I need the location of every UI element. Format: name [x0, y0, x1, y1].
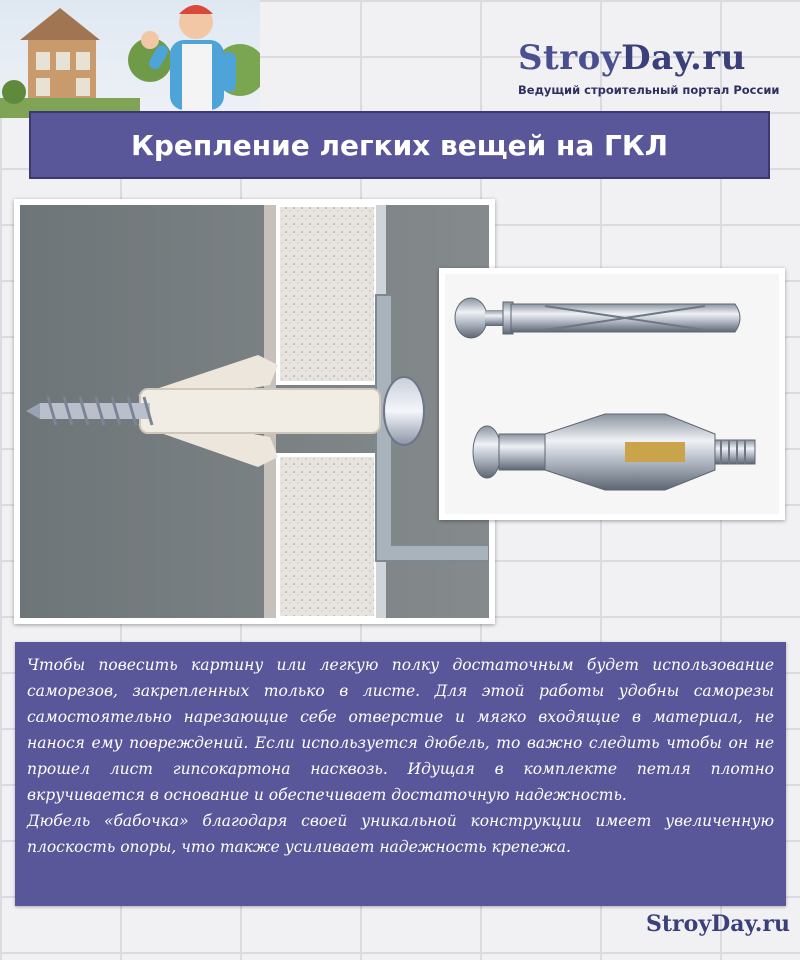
molly-anchor-illustration	[445, 274, 779, 514]
article-text-box	[15, 642, 786, 906]
header-illustration	[0, 0, 260, 118]
title-banner	[29, 111, 770, 179]
footer-logo[interactable]: StroyDay.ru	[646, 911, 790, 937]
site-tagline: Ведущий строительный портал России	[518, 83, 780, 97]
article-paragraph-2: Дюбель «бабочка» благодаря своей уникальной конструкции имеет увеличенную плоскость опоры, что также усиливает надежность крепежа.	[27, 812, 774, 856]
main-photo	[14, 199, 495, 624]
article-paragraph-1: Чтобы повесить картину или легкую полку достаточным будет использование саморезов, закрепленных только в листе. Для этой работы удобны саморезы самостоятельно нарезающие себе отверстие и мягко входящие в материал, не нанося ему повреждений. Если используется дюбель, то важно следить чтобы он не прошел лист гипсокартона насквозь. Идущая в комплекте петля плотно вкручивается в основание и обеспечивает достаточную надежность.	[27, 656, 774, 804]
page-title: Крепление легких вещей на ГКЛ	[130, 128, 669, 162]
drywall-anchor-illustration	[20, 205, 489, 618]
inset-photo	[439, 268, 785, 520]
site-logo[interactable]: StroyDay.ru	[518, 38, 746, 78]
